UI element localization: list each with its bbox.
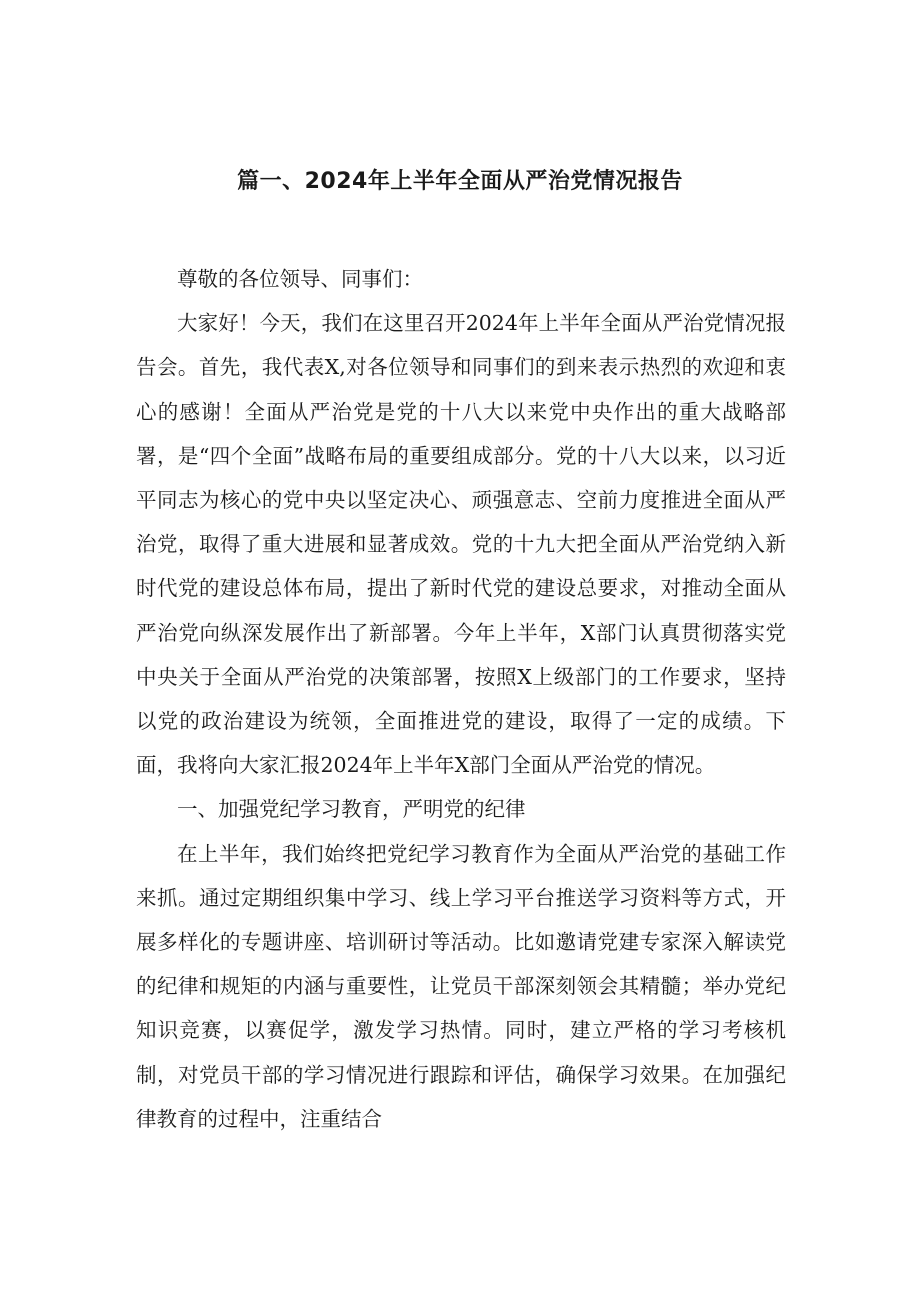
section-paragraph: 在上半年，我们始终把党纪学习教育作为全面从严治党的基础工作来抓。通过定期组织集中学习、线上学习平台推送学习资料等方式，开展多样化的专题讲座、培训研讨等活动。比如邀请党建专家深入解读党的纪律和规矩的内涵与重要性，让党员干部深刻领会其精髓；举办党纪知识竞赛，以赛促学，激发学习热情。同时，建立严格的学习考核机制，对党员干部的学习情况进行跟踪和评估，确保学习效果。在加强纪律教育的过程中，注重结合	[136, 841, 786, 1131]
document-body	[136, 257, 786, 1141]
document-title: 篇一、2024年上半年全面从严治党情况报告	[237, 169, 683, 194]
section-heading: 一、加强党纪学习教育，严明党的纪律	[177, 797, 526, 822]
salutation: 尊敬的各位领导、同事们：	[177, 267, 423, 291]
intro-paragraph: 大家好！今天，我们在这里召开2024年上半年全面从严治党情况报告会。首先，我代表X,对各位领导和同事们的到来表示热烈的欢迎和衷心的感谢！全面从严治党是党的十八大以来党中央作出的重大战略部署，是“四个全面”战略布局的重要组成部分。党的十八大以来，以习近平同志为核心的党中央以坚定决心、顽强意志、空前力度推进全面从严治党，取得了重大进展和显著成效。党的十九大把全面从严治党纳入新时代党的建设总体布局，提出了新时代党的建设总要求，对推动全面从严治党向纵深发展作出了新部署。今年上半年，X部门认真贯彻落实党中央关于全面从严治党的决策部署，按照X上级部门的工作要求，坚持以党的政治建设为统领，全面推进党的建设，取得了一定的成绩。下面，我将向大家汇报2024年上半年X部门全面从严治党的情况。	[136, 311, 786, 778]
